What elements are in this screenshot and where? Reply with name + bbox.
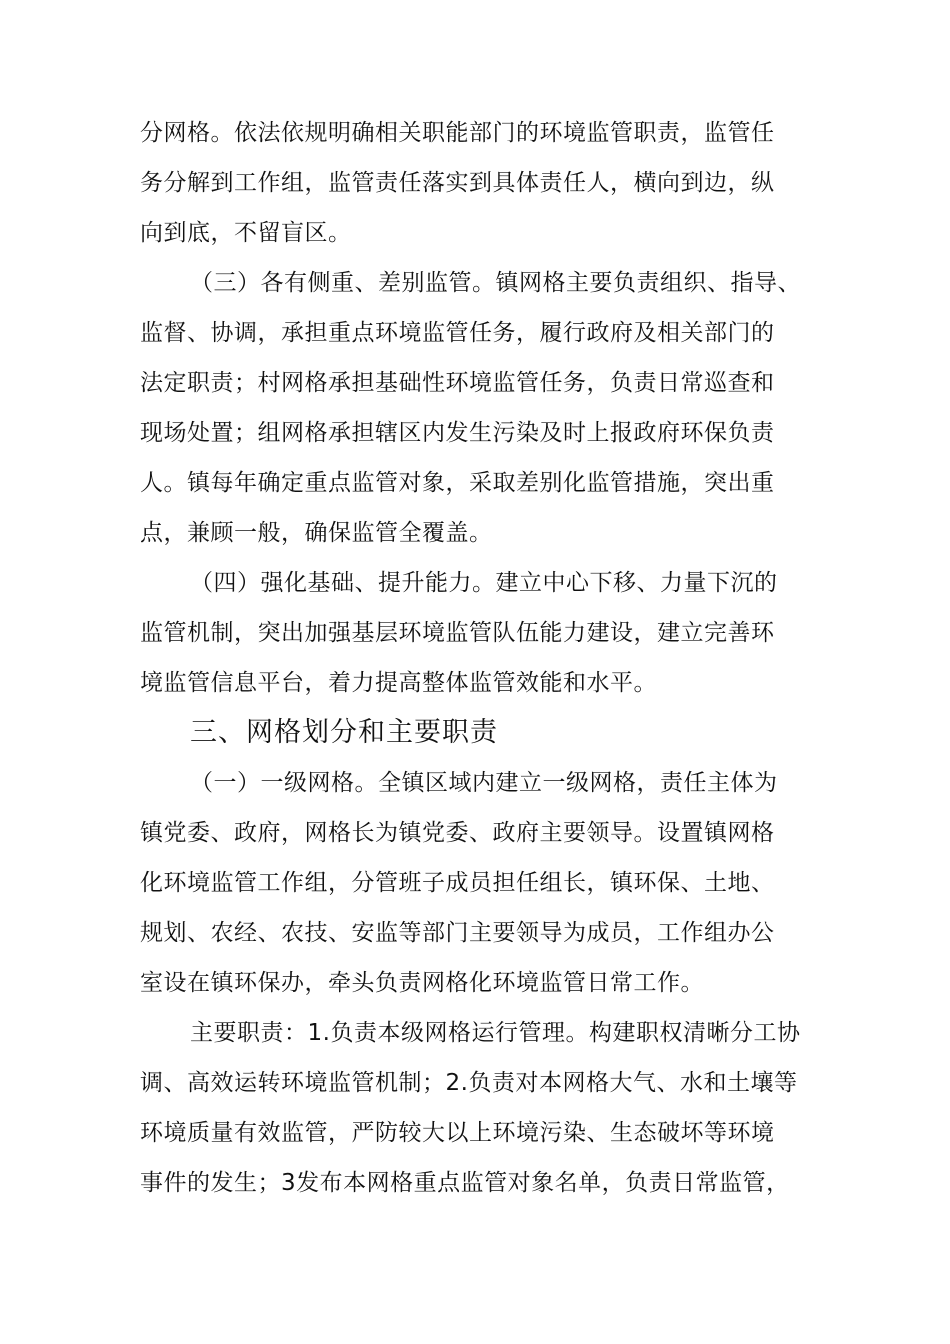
- paragraph-line: 调、高效运转环境监管机制；2.负责对本网格大气、水和土壤等: [140, 1070, 798, 1096]
- paragraph-line: 人。镇每年确定重点监管对象，采取差别化监管措施，突出重: [140, 470, 775, 496]
- paragraph-line: 监管机制，突出加强基层环境监管队伍能力建设，建立完善环: [140, 620, 775, 646]
- paragraph-line: 境监管信息平台，着力提高整体监管效能和水平。: [140, 670, 657, 696]
- paragraph-line: 镇党委、政府，网格长为镇党委、政府主要领导。设置镇网格: [140, 820, 775, 846]
- paragraph-line: 现场处置；组网格承担辖区内发生污染及时上报政府环保负责: [140, 420, 775, 446]
- section-heading: 三、网格划分和主要职责: [190, 717, 498, 748]
- paragraph-line: （一）一级网格。全镇区域内建立一级网格，责任主体为: [190, 770, 778, 796]
- paragraph-line: （四）强化基础、提升能力。建立中心下移、力量下沉的: [190, 570, 778, 596]
- paragraph-line: 监督、协调，承担重点环境监管任务，履行政府及相关部门的: [140, 320, 775, 346]
- paragraph-line: 点，兼顾一般，确保监管全覆盖。: [140, 520, 493, 546]
- paragraph-line: 分网格。依法依规明确相关职能部门的环境监管职责，监管任: [140, 120, 775, 146]
- paragraph-line: 规划、农经、农技、安监等部门主要领导为成员，工作组办公: [140, 920, 775, 946]
- paragraph-line: 务分解到工作组，监管责任落实到具体责任人，横向到边，纵: [140, 170, 775, 196]
- paragraph-line: 向到底，不留盲区。: [140, 220, 352, 246]
- paragraph-line: 主要职责：1.负责本级网格运行管理。构建职权清晰分工协: [190, 1020, 801, 1046]
- paragraph-line: 环境质量有效监管，严防较大以上环境污染、生态破坏等环境: [140, 1120, 775, 1146]
- paragraph-line: 化环境监管工作组，分管班子成员担任组长，镇环保、土地、: [140, 870, 775, 896]
- paragraph-line: 法定职责；村网格承担基础性环境监管任务，负责日常巡查和: [140, 370, 775, 396]
- paragraph-line: （三）各有侧重、差别监管。镇网格主要负责组织、指导、: [190, 270, 801, 296]
- paragraph-line: 室设在镇环保办，牵头负责网格化环境监管日常工作。: [140, 970, 704, 996]
- paragraph-line: 事件的发生；3发布本网格重点监管对象名单，负责日常监管，: [140, 1170, 790, 1196]
